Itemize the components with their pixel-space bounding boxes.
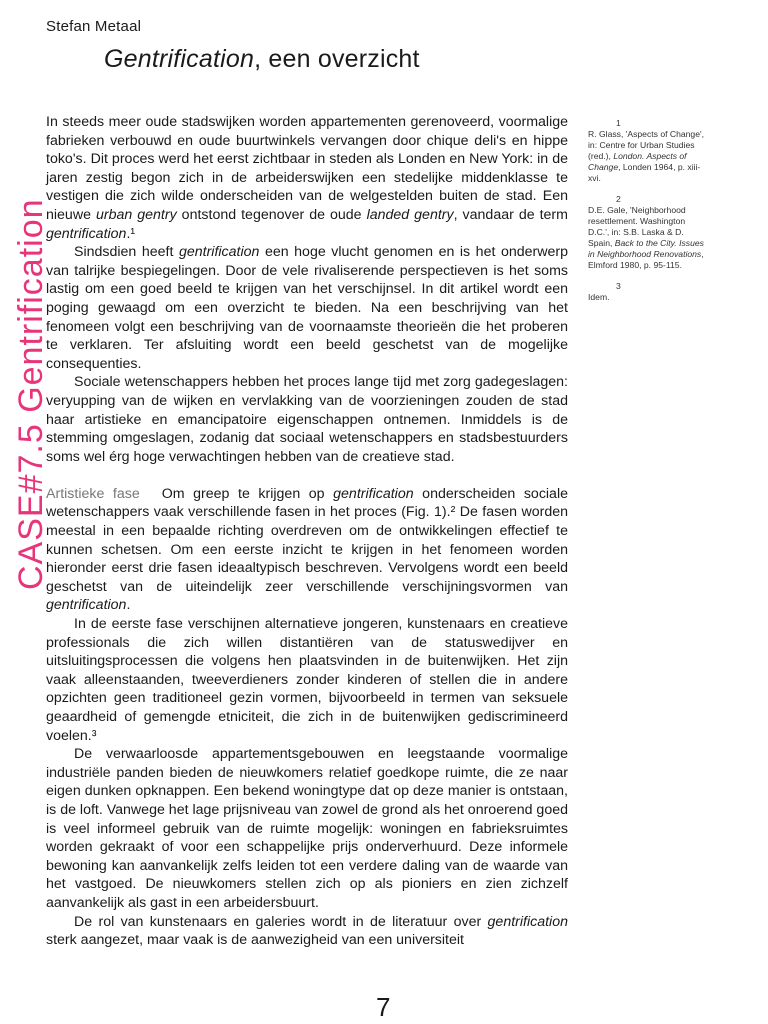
footnotes-column xyxy=(588,118,706,313)
footnote-text xyxy=(588,129,706,184)
text-run: De rol van kunstenaars en galeries wordt in de literatuur over xyxy=(74,913,488,930)
body-paragraph xyxy=(46,615,568,745)
footnote xyxy=(588,281,706,303)
text-run: , Elmford 1980, p. 95-115. xyxy=(588,249,704,270)
text-run: In steeds meer oude stadswijken worden appartementen gerenoveerd, voormalige fabrieken verbouwd en oude buurtwinkels vervangen door chique deli's en hippe toko's. Dit proces werd het eerst zichtbaar in steden als Londen en New York: in de jaren zestig begon zich in de arbeiderswijken een stedelijke middenklasse te vestigen die zich wilde onderscheiden van de welgestelden buiten de stad. Een nieuwe xyxy=(46,114,568,223)
body-paragraph xyxy=(46,243,568,373)
text-run: . xyxy=(126,597,131,614)
italic-run: London. Aspects of Change xyxy=(588,151,687,172)
text-run: De verwaarloosde appartementsgebouwen en leegstaande voormalige industriële panden bieden de nieuwkomers relatief goedkope ruimte, die ze naar eigen dunken opknappen. Een bekend woningtype dat op deze manier is ontstaan, is de loft. Vanwege het lage prijsniveau van zowel de grond als het onroerend goed is veel informeel gebruik van de ruimte mogelijk: woningen en fabrieksruimtes worden gekraakt of voor een schappelijke prijs onderverhuurd. Deze informele bewoning kan aanvankelijk zelfs leiden tot een verdere daling van de waarde van het vastgoed. De nieuwkomers stellen zich op als pioniers en zien zichzelf aanvankelijk als gast in een arbeidersbuurt. xyxy=(46,746,568,911)
spine-text: CASE#7.5 Gentrification xyxy=(12,198,50,590)
italic-run: gentrification xyxy=(178,244,260,261)
text-run: een hoge vlucht genomen en is het onderwerp van talrijke bespiegelingen. Door de vele rivaliserende perspectieven is het soms lastig om een goed beeld te krijgen van het verschijnsel. In dit artikel wordt een poging gewaagd om een overzicht te bieden. Na een beschrijving van het fenomeen volgt een beschrijving van de voornaamste theorieën die het proberen te verklaren. Ter afsluiting wordt een beeld geschetst van de mogelijke consequenties. xyxy=(46,244,568,372)
text-run: , vandaar de term xyxy=(453,206,568,223)
italic-run: gentrification xyxy=(46,597,127,614)
body-paragraph xyxy=(46,745,568,912)
text-run: , Londen 1964, p. xiii-xvi. xyxy=(588,162,701,183)
text-run: ontstond tegenover de oude xyxy=(176,206,367,223)
author-name: Stefan Metaal xyxy=(46,18,142,35)
italic-run: Back to the City. Issues in Neighborhood Renovations xyxy=(588,238,704,259)
body-paragraph xyxy=(46,485,568,615)
text-run: R. Glass, 'Aspects of Change', in: Centre for Urban Studies (red.), xyxy=(588,129,705,161)
text-run: In de eerste fase verschijnen alternatieve jongeren, kunstenaars en creatieve professionals die zich willen distantiëren van de statuswedijver en uitsluitingsprocessen die volgens hen plaatsvinden in de buitenwijken. Het zijn vaak alleenstaanden, tweeverdieners zonder kinderen of stellen die in andere opzichten geen traditioneel gezin vormen, bijvoorbeeld in termen van seksuele geaardheid of gemengde etniciteit, die zich in de buitenwijken gediscrimineerd voelen.³ xyxy=(46,616,568,744)
footnote-text xyxy=(588,292,706,303)
text-run: Sindsdien heeft xyxy=(74,244,179,261)
footnote-number: 2 xyxy=(616,194,621,204)
title-italic: Gentrification xyxy=(104,45,255,73)
footnote xyxy=(588,194,706,271)
article-body xyxy=(46,113,568,950)
paragraph-text xyxy=(46,486,568,614)
text-run: Idem. xyxy=(588,292,610,302)
text-run: sterk aangezet, maar vaak is de aanwezigheid van een universiteit xyxy=(46,932,464,949)
text-run: Sociale wetenschappers hebben het proces lange tijd met zorg gadegeslagen: veryupping van de wijken en vervlakking van de voorzieningen zouden de stad haar artistieke en emancipatoire eigenschappen ontnemen. Inmiddels is de stemming omgeslagen, zodanig dat sociaal wetenschappers en stadsbestuurders soms wel érg hoge verwachtingen hebben van de creatieve stad. xyxy=(46,374,568,465)
body-paragraph xyxy=(46,373,568,466)
text-run: Om greep te krijgen op xyxy=(161,485,334,502)
text-run: .¹ xyxy=(126,225,136,242)
footnote-text xyxy=(588,205,706,271)
body-paragraph xyxy=(46,113,568,243)
footnote-number: 1 xyxy=(616,118,621,128)
article-title xyxy=(104,45,420,74)
footnote-number: 3 xyxy=(616,281,621,291)
italic-run: gentrification xyxy=(333,485,414,502)
section-label: Artistieke fase xyxy=(46,485,140,502)
title-rest: , een overzicht xyxy=(254,45,420,73)
italic-run: urban gentry xyxy=(95,206,177,223)
spine-label xyxy=(0,0,50,1024)
body-paragraph xyxy=(46,913,568,950)
text-run: onderscheiden sociale wetenschappers vaak verschillende fasen in het proces (Fig. 1).² De fasen worden meestal in een bepaalde richting overdreven om de ontwikkelingen effectief te kunnen schetsen. Om een eerste inzicht te krijgen in het fenomeen worden hieronder eerst drie fasen ideaaltypisch beschreven. Vervolgens wordt een beeld geschetst van de uiteindelijk zeer verschillende verschijningsvormen van xyxy=(46,485,568,595)
text-run: D.E. Gale, 'Neighborhood resettlement. Washington D.C.', in: S.B. Laska & D. Spain, xyxy=(588,205,686,248)
italic-run: gentrification xyxy=(46,225,127,242)
italic-run: gentrification xyxy=(487,913,568,930)
footnote xyxy=(588,118,706,184)
page-number: 7 xyxy=(376,992,391,1022)
italic-run: landed gentry xyxy=(366,206,454,223)
